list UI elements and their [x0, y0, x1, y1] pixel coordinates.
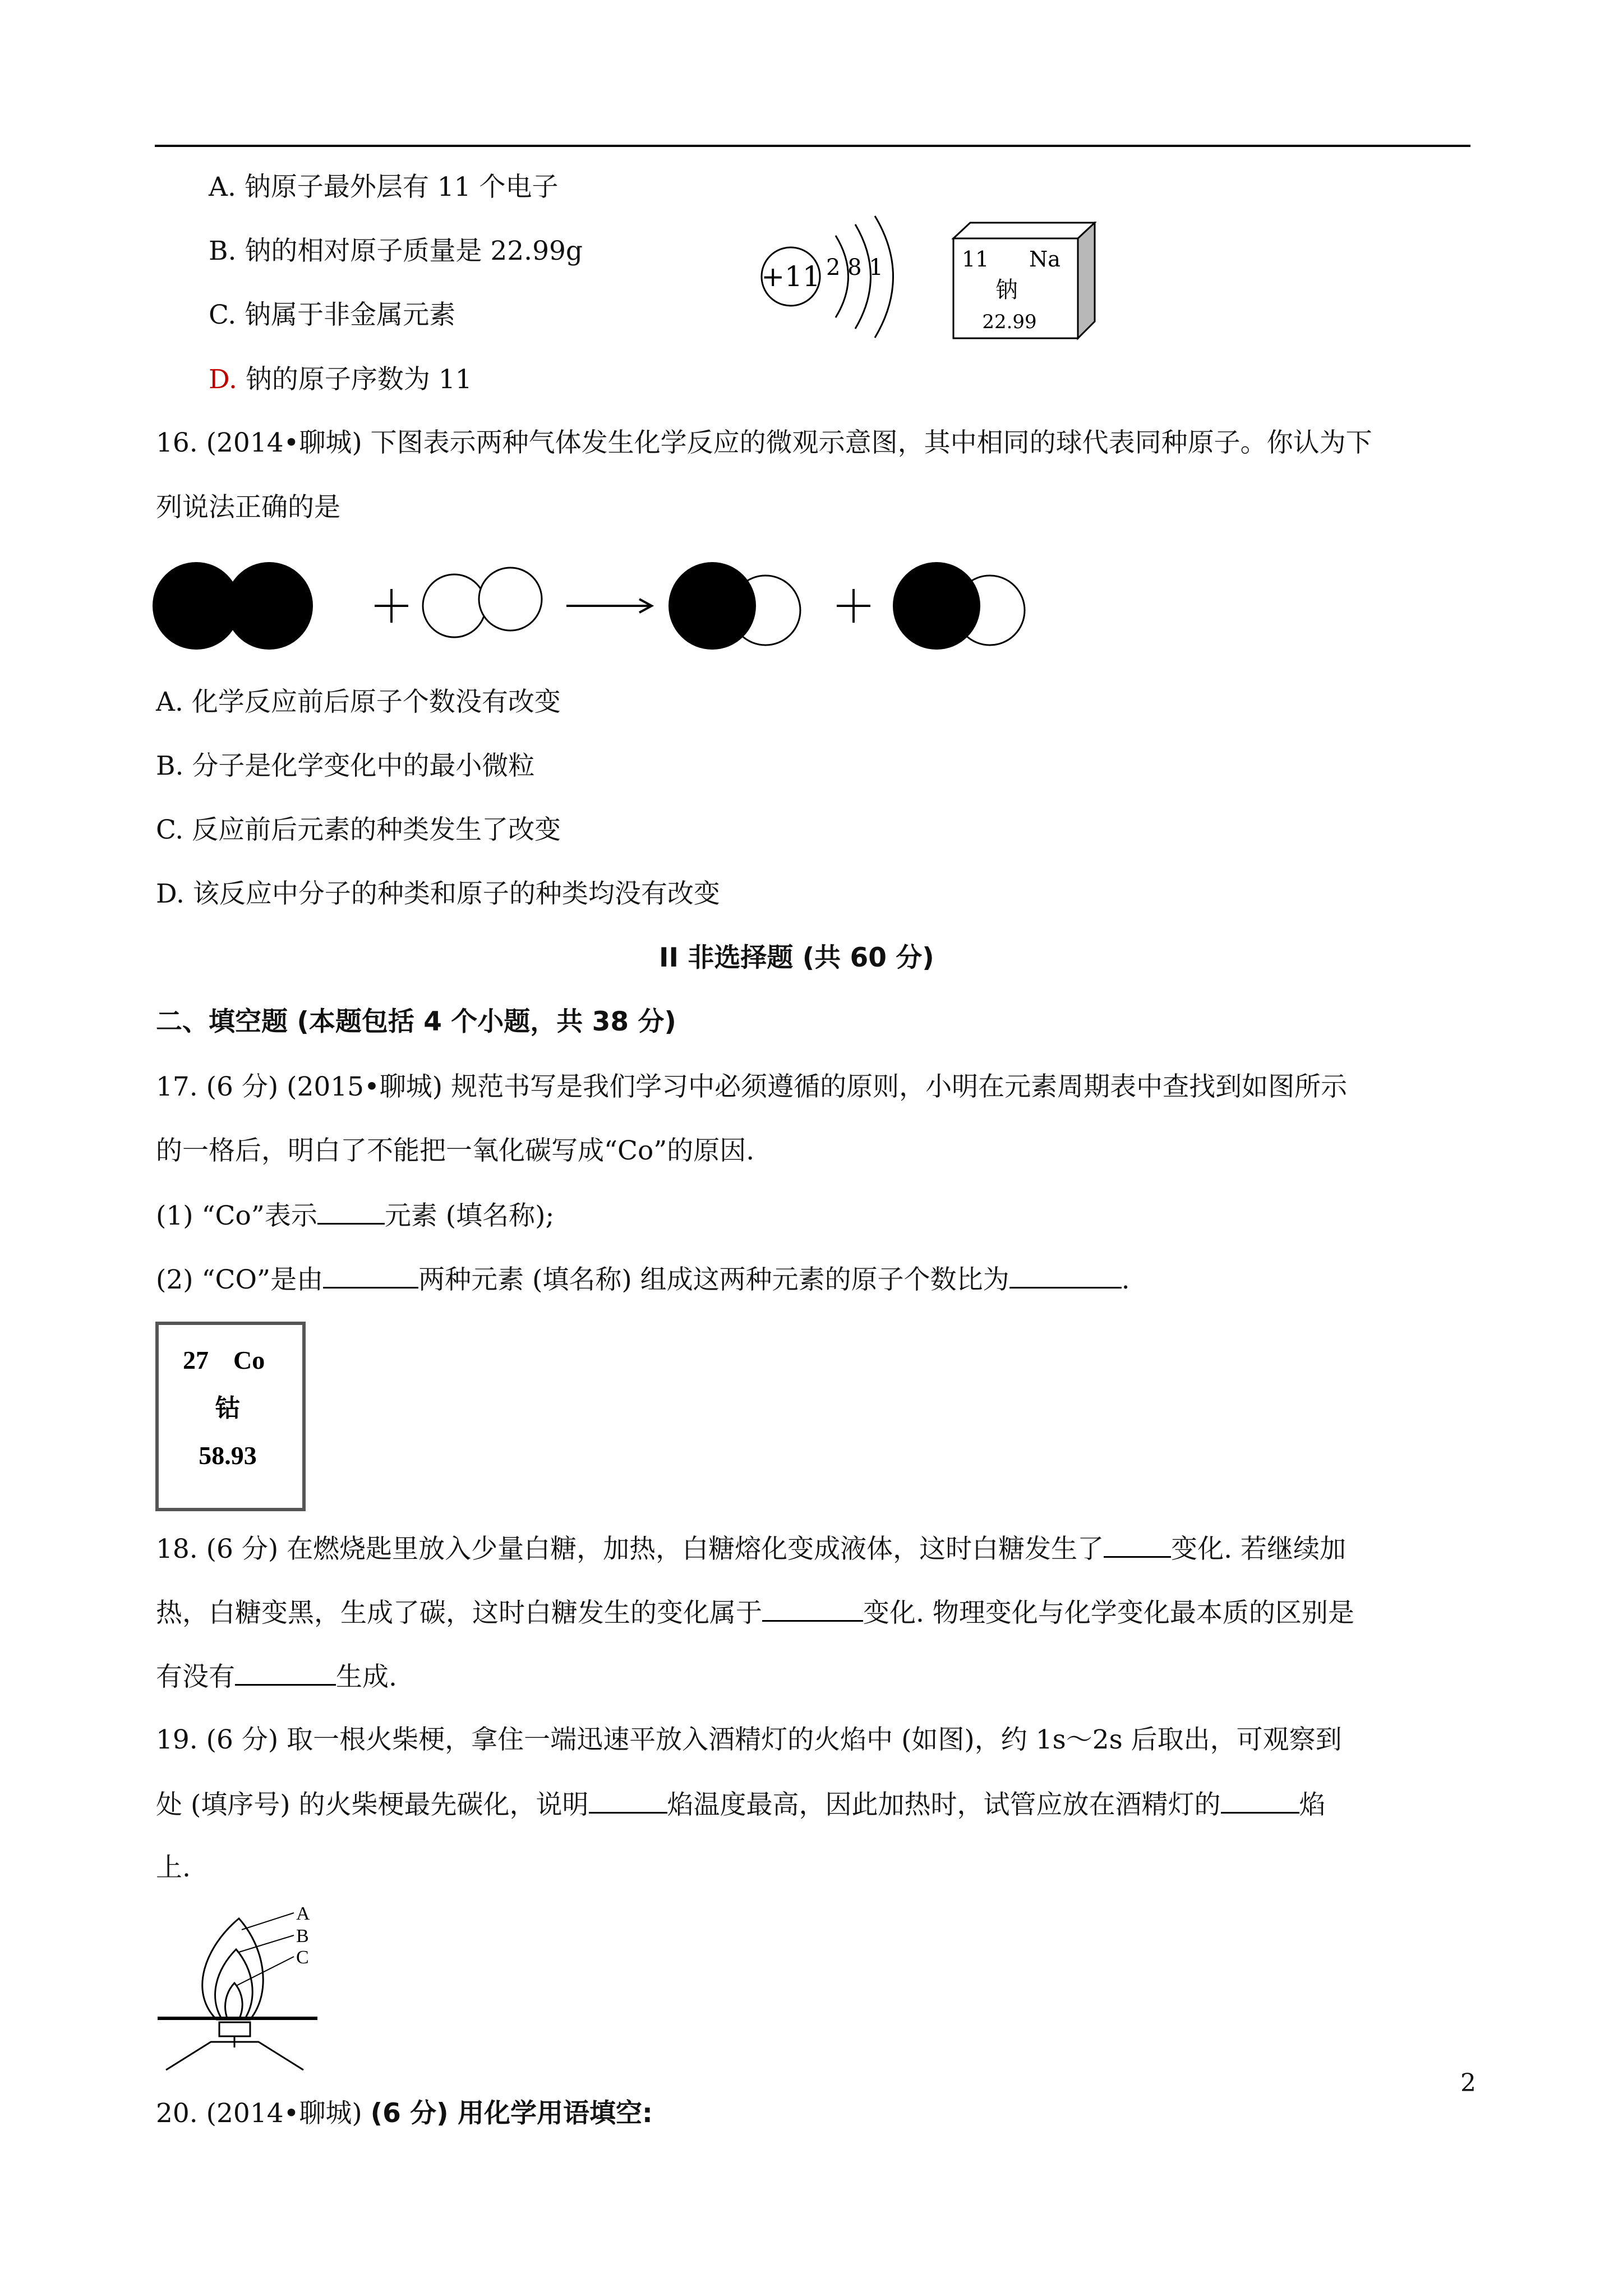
q18-line1: [156, 1531, 1346, 1566]
co-mass: 58.93: [199, 1441, 257, 1470]
q18-line2-b: 变化. 物理变化与化学变化最本质的区别是: [863, 1598, 1354, 1628]
na-mass: 22.99: [982, 311, 1037, 333]
q16-option-b: B. 分子是化学变化中的最小微粒: [156, 751, 535, 781]
q16-stem-line1: 16. (2014•聊城) 下图表示两种气体发生化学反应的微观示意图，其中相同的球代表同种原子。你认为下: [156, 427, 1372, 458]
q18-line1-b: 变化. 若继续加: [1171, 1534, 1347, 1565]
sodium-element-box: [948, 222, 1099, 345]
q19-line2-c: 焰: [1299, 1789, 1326, 1820]
q17-sub2-a: (2) “CO”是由: [156, 1264, 324, 1295]
q19-blank-1[interactable]: [589, 1787, 667, 1814]
q16-option-a: A. 化学反应前后原子个数没有改变: [156, 687, 561, 717]
atom-nucleus-label: +11: [761, 260, 820, 293]
q17-blank-3[interactable]: [1009, 1262, 1122, 1289]
co-atomic-number: 27: [183, 1346, 209, 1374]
na-name: 钠: [995, 277, 1018, 303]
alcohol-lamp-diagram: [155, 1907, 323, 2076]
q18-blank-3[interactable]: [235, 1659, 336, 1686]
q17-line2: 的一格后，明白了不能把一氧化碳写成“Co”的原因.: [156, 1135, 755, 1166]
header-rule: [155, 145, 1470, 147]
q18-line2-a: 热，白糖变黑，生成了碳，这时白糖发生的变化属于: [156, 1598, 762, 1628]
sodium-atom-diagram: [751, 213, 931, 342]
lamp-label-b: B: [296, 1926, 309, 1947]
q18-blank-1[interactable]: [1104, 1531, 1171, 1558]
q15-option-d: [209, 363, 472, 397]
q19-blank-2[interactable]: [1221, 1787, 1299, 1814]
q18-line3-a: 有没有: [156, 1662, 235, 1692]
q16-option-d: D. 该反应中分子的种类和原子的种类均没有改变: [156, 878, 720, 909]
q18-line3-b: 生成.: [336, 1662, 397, 1692]
q20-line-a: 20. (2014•聊城): [156, 2098, 371, 2129]
q17-sub2: [156, 1262, 1130, 1297]
q18-line1-a: 18. (6 分) 在燃烧匙里放入少量白糖，加热，白糖熔化变成液体，这时白糖发生了: [156, 1534, 1104, 1565]
q17-sub2-b: 两种元素 (填名称) 组成这两种元素的原子个数比为: [418, 1264, 1009, 1295]
q17-sub1-a: (1) “Co”表示: [156, 1200, 317, 1231]
q15-option-b: B. 钠的相对原子质量是 22.99g: [209, 236, 583, 266]
q17-sub2-c: .: [1121, 1264, 1130, 1295]
q19-line2: [156, 1787, 1326, 1822]
section-subtitle: 二、填空题 (本题包括 4 个小题，共 38 分): [156, 1006, 676, 1037]
q17-sub1: [156, 1198, 554, 1233]
q16-stem-line2: 列说法正确的是: [156, 492, 340, 523]
q18-line2: [156, 1595, 1354, 1630]
q15-option-a: A. 钠原子最外层有 11 个电子: [209, 172, 559, 203]
q17-line1: 17. (6 分) (2015•聊城) 规范书写是我们学习中必须遵循的原则，小明在元素周期表中查找到如图所示: [156, 1071, 1348, 1102]
q18-line3: [156, 1659, 397, 1694]
co-name: 钴: [215, 1394, 240, 1423]
lamp-label-c: C: [296, 1947, 309, 1968]
lamp-label-a: A: [296, 1907, 310, 1924]
na-atomic-number: 11: [962, 247, 989, 272]
q17-sub1-b: 元素 (填名称);: [384, 1200, 555, 1231]
section-title: II 非选择题 (共 60 分): [659, 942, 934, 973]
q18-blank-2[interactable]: [762, 1595, 863, 1622]
co-symbol: Co: [233, 1346, 265, 1374]
q19-line1: 19. (6 分) 取一根火柴梗，拿住一端迅速平放入酒精灯的火焰中 (如图)，约 1s～2s 后取出，可观察到: [156, 1724, 1342, 1755]
atom-shells-label: 2 8 1: [826, 255, 883, 280]
q16-option-c: C. 反应前后元素的种类发生了改变: [156, 815, 561, 845]
page-number: 2: [1460, 2069, 1476, 2097]
q15-option-d-text: 钠的原子序数为 11: [237, 364, 472, 395]
q15-option-d-letter: D.: [209, 364, 237, 395]
q19-line3: 上.: [156, 1852, 191, 1883]
q19-line2-b: 焰温度最高，因此加热时，试管应放在酒精灯的: [667, 1789, 1221, 1820]
q17-blank-2[interactable]: [323, 1262, 418, 1289]
cobalt-element-box: [155, 1321, 306, 1512]
na-symbol: Na: [1029, 247, 1061, 272]
q15-option-c: C. 钠属于非金属元素: [209, 300, 456, 330]
reaction-diagram: [151, 550, 1060, 662]
q20-line: [156, 2097, 653, 2131]
q17-blank-1[interactable]: [317, 1198, 385, 1225]
q19-line2-a: 处 (填序号) 的火柴梗最先碳化，说明: [156, 1789, 589, 1820]
q20-line-b: (6 分) 用化学用语填空:: [370, 2098, 653, 2129]
